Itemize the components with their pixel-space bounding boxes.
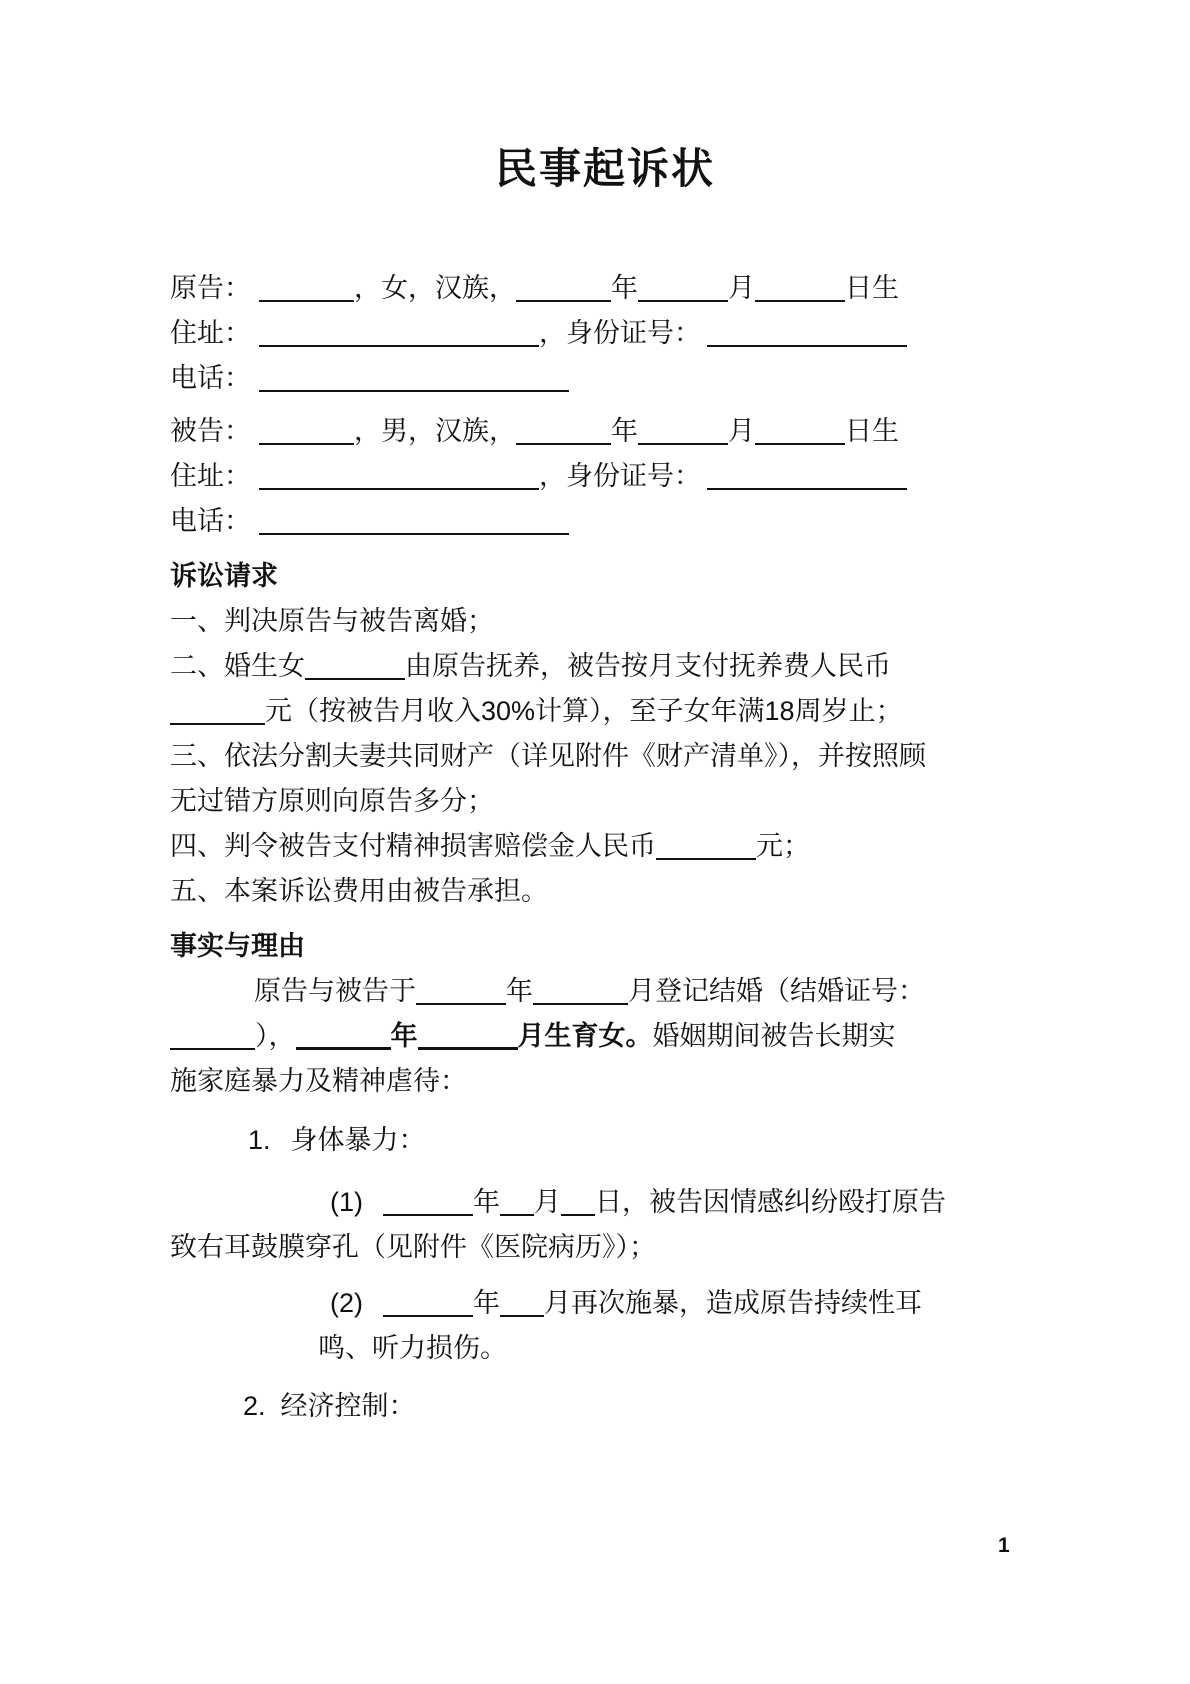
violence-incident-1: [170, 1180, 1040, 1270]
plaintiff-role-label: 原告：: [170, 273, 251, 303]
claim-item-2-text: 二、婚生女: [170, 651, 305, 681]
defendant-birth-year-blank: [516, 416, 611, 445]
incident-2-text-cont: 鸣、听力损伤。: [318, 1333, 507, 1363]
facts-heading: 事实与理由: [170, 931, 305, 961]
marriage-text: 原告与被告于: [254, 976, 416, 1006]
incident-2-month-blank: [500, 1288, 544, 1317]
document-title: 民事起诉状: [494, 145, 715, 192]
claim-item-3-line-1: 三、依法分割夫妻共同财产（详见附件《财产清单》），并按照顾: [170, 741, 926, 771]
violence-incident-2: [170, 1281, 1040, 1371]
defendant-phone-line: [170, 499, 1040, 544]
page-number: 1: [998, 1534, 1010, 1557]
defendant-year-label: 年: [611, 416, 638, 446]
child-birth-year-label: 年: [390, 1021, 418, 1051]
claim-item-1: 一、判决原告与被告离婚；: [170, 606, 494, 636]
cert-close-text: ），: [255, 1021, 296, 1051]
plaintiff-identity-line: [170, 266, 1040, 311]
plaintiff-day-label: 日生: [845, 273, 899, 303]
claim-item-5: 五、本案诉讼费用由被告承担。: [170, 876, 548, 906]
facts-paragraph-1: [170, 969, 1040, 1104]
marriage-year-label: 年: [506, 976, 533, 1006]
defendant-phone-blank: [259, 506, 569, 535]
incident-2-marker: (2): [330, 1288, 363, 1318]
incident-1-marker: (1): [330, 1187, 363, 1217]
claim-item-3-line-2: 无过错方原则向原告多分；: [170, 786, 494, 816]
claim-item-2: [170, 644, 1040, 734]
defendant-month-label: 月: [728, 416, 755, 446]
defendant-phone-label: 电话：: [170, 506, 251, 536]
plaintiff-address-line: [170, 311, 1040, 356]
abuse-intro-cont: 施家庭暴力及精神虐待：: [170, 1066, 467, 1096]
marriage-month-blank: [533, 976, 628, 1005]
incident-2-text: 月再次施暴，造成原告持续性耳: [544, 1288, 922, 1318]
plaintiff-name-blank: [259, 273, 354, 302]
fact-item-1-marker: 1.: [248, 1125, 271, 1155]
plaintiff-id-blank: [707, 318, 907, 347]
plaintiff-id-label: ，身份证号：: [539, 318, 701, 348]
incident-1-text: 日，被告因情感纠纷殴打原告: [595, 1187, 946, 1217]
incident-1-text-cont: 致右耳鼓膜穿孔（见附件《医院病历》）；: [170, 1232, 656, 1262]
incident-1-month-label: 月: [534, 1187, 561, 1217]
claim-item-3: [170, 734, 1040, 824]
child-name-blank: [305, 651, 405, 680]
claims-heading: 诉讼请求: [170, 561, 278, 591]
claims-section: [170, 554, 1040, 914]
defendant-role-label: 被告：: [170, 416, 251, 446]
claim-item-4-text: 四、判令被告支付精神损害赔偿金人民币: [170, 831, 656, 861]
incident-1-year-label: 年: [473, 1187, 500, 1217]
defendant-birth-month-blank: [638, 416, 728, 445]
fact-item-2-heading: [243, 1384, 1040, 1429]
incident-1-month-blank: [500, 1187, 534, 1216]
child-birth-year-blank: [296, 1020, 391, 1050]
plaintiff-birth-month-blank: [638, 273, 728, 302]
fact-item-1-heading: [248, 1118, 1040, 1163]
defendant-id-label: ，身份证号：: [539, 461, 701, 491]
claim-item-2-text-cont: 由原告抚养，被告按月支付抚养费人民币: [405, 651, 891, 681]
defendant-demographics: ，男，汉族，: [354, 416, 516, 446]
defendant-identity-line: [170, 409, 1040, 454]
claim-item-2-line-2: 元（按被告月收入30%计算），至子女年满18周岁止；: [265, 696, 903, 726]
fact-item-1-title: 身体暴力：: [290, 1125, 426, 1155]
defendant-day-label: 日生: [845, 416, 899, 446]
plaintiff-year-label: 年: [611, 273, 638, 303]
alimony-amount-blank: [170, 696, 265, 725]
fact-item-2-title: 经济控制：: [280, 1391, 416, 1421]
claim-item-4: [170, 824, 1040, 869]
plaintiff-address-blank: [259, 318, 539, 347]
claim-item-4-text-cont: 元；: [756, 831, 810, 861]
child-birth-text: 月生育女。: [517, 1021, 653, 1051]
plaintiff-address-label: 住址：: [170, 318, 251, 348]
defendant-section: [170, 409, 1040, 544]
plaintiff-birth-year-blank: [516, 273, 611, 302]
fact-item-2-marker: 2.: [243, 1391, 266, 1421]
marriage-year-blank: [416, 976, 506, 1005]
incident-1-year-blank: [383, 1187, 473, 1216]
plaintiff-birth-day-blank: [755, 273, 845, 302]
defendant-id-blank: [707, 461, 907, 490]
abuse-intro-text: 婚姻期间被告长期实: [652, 1021, 896, 1051]
defendant-birth-day-blank: [755, 416, 845, 445]
plaintiff-phone-line: [170, 356, 1040, 401]
defendant-address-blank: [259, 461, 539, 490]
defendant-address-label: 住址：: [170, 461, 251, 491]
incident-2-year-label: 年: [473, 1288, 500, 1318]
plaintiff-month-label: 月: [728, 273, 755, 303]
incident-2-year-blank: [383, 1288, 473, 1317]
facts-section: [170, 924, 1040, 1429]
child-birth-bold-segment: [296, 1021, 653, 1051]
marriage-text-cont: 月登记结婚（结婚证号：: [628, 976, 925, 1006]
child-birth-month-blank: [418, 1020, 518, 1050]
defendant-name-blank: [259, 416, 354, 445]
plaintiff-phone-label: 电话：: [170, 363, 251, 393]
plaintiff-demographics: ，女，汉族，: [354, 273, 516, 303]
plaintiff-phone-blank: [259, 363, 569, 392]
damages-amount-blank: [656, 831, 756, 860]
plaintiff-section: [170, 266, 1040, 401]
defendant-address-line: [170, 454, 1040, 499]
incident-1-day-blank: [561, 1187, 595, 1216]
marriage-cert-no-blank: [170, 1021, 255, 1050]
